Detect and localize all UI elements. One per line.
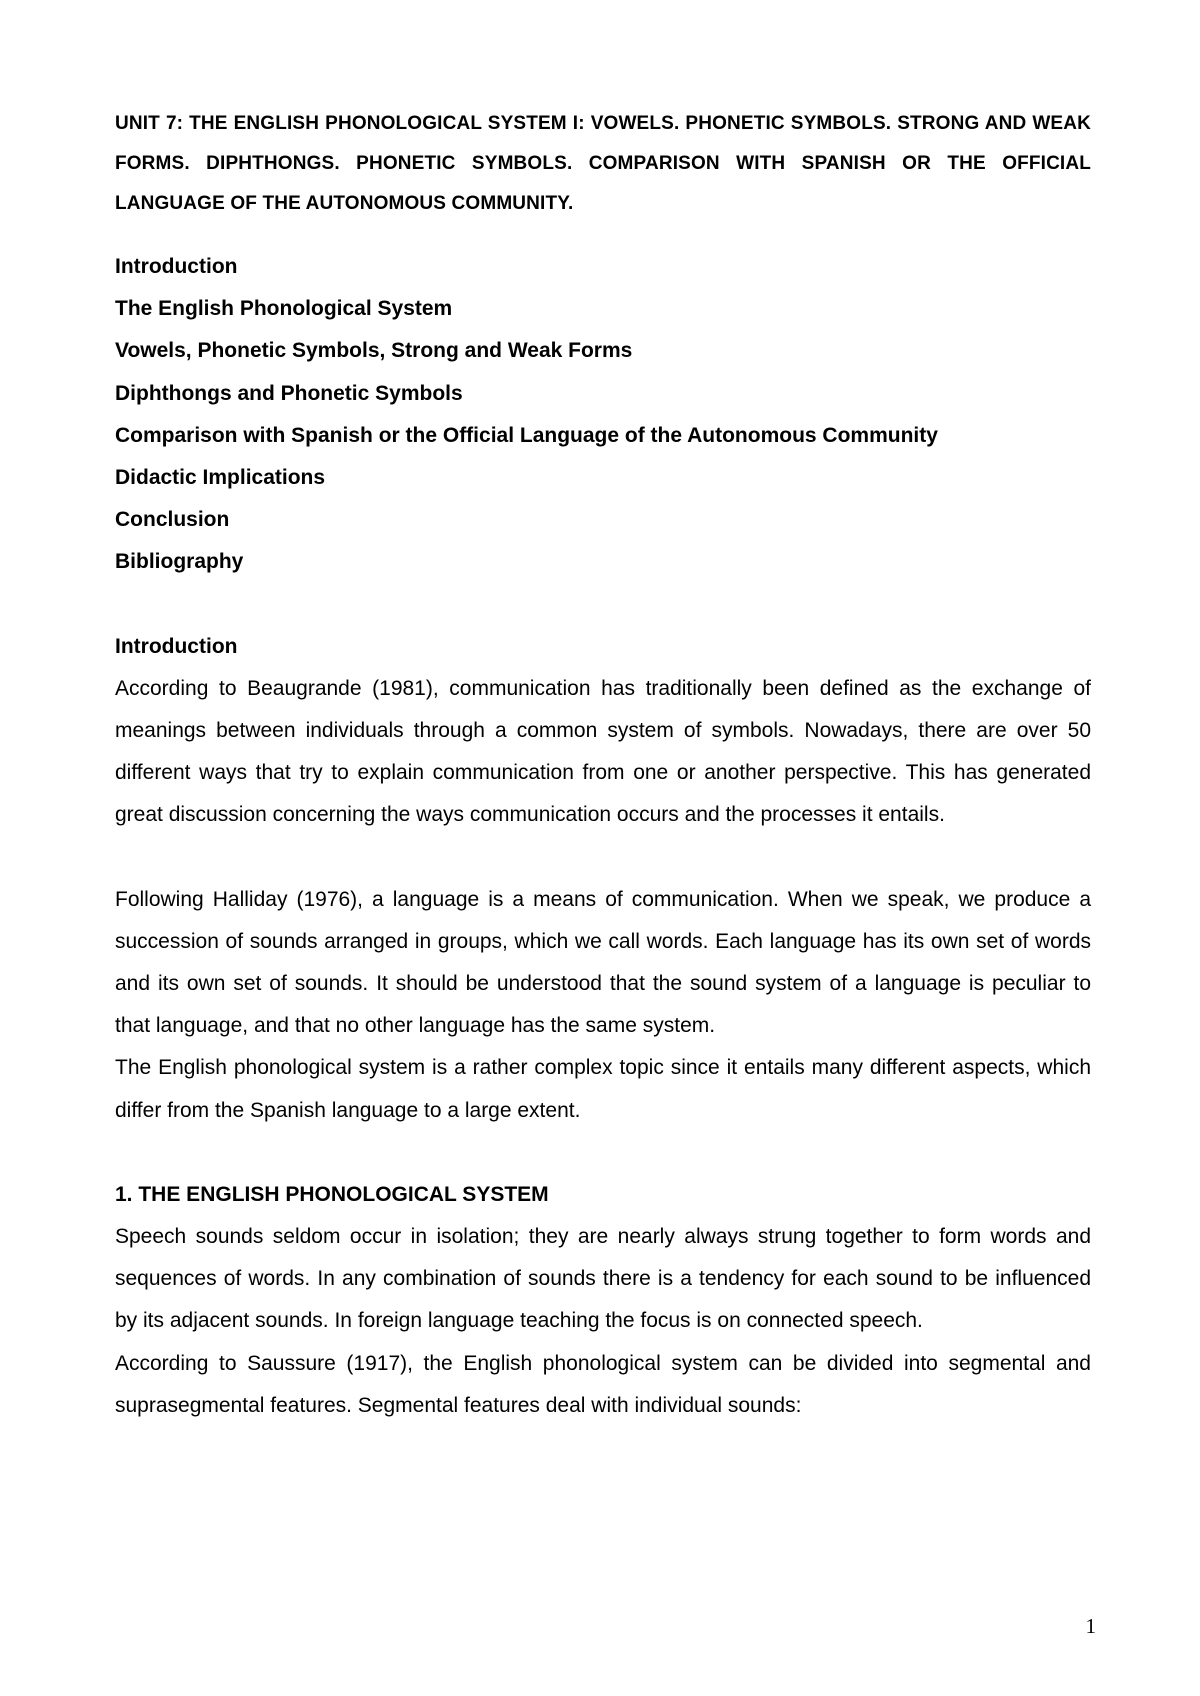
toc-item-diphthongs: Diphthongs and Phonetic Symbols bbox=[115, 381, 463, 405]
introduction-paragraph-1: According to Beaugrande (1981), communication has traditionally been defined as the exchange of meanings between individuals through a common system of symbols. Nowadays, there are over 50 different ways that try to explain communication from one or another perspective. This has generated great discussion concerning the ways communication occurs and the processes it entails. bbox=[115, 676, 1091, 827]
table-of-contents bbox=[115, 246, 1091, 584]
introduction-paragraph-3: The English phonological system is a rather complex topic since it entails many different aspects, which differ from the Spanish language to a large extent. bbox=[115, 1056, 1091, 1122]
toc-item-comparison-with-spanish: Comparison with Spanish or the Official Language of the Autonomous Community bbox=[115, 423, 938, 447]
introduction-paragraph-2: Following Halliday (1976), a language is a means of communication. When we speak, we produce a succession of sounds arranged in groups, which we call words. Each language has its own set of words and its own set of sounds. It should be understood that the sound system of a language is peculiar to that language, and that no other language has the same system. bbox=[115, 887, 1091, 1038]
toc-item-bibliography: Bibliography bbox=[115, 550, 244, 574]
section-1-paragraph-1: Speech sounds seldom occur in isolation; they are nearly always strung together to form words and sequences of words. In any combination of sounds there is a tendency for each sound to be influenced by its adjacent sounds. In foreign language teaching the focus is on connected speech. bbox=[115, 1225, 1091, 1333]
introduction-heading: Introduction bbox=[115, 634, 238, 658]
toc-item-introduction: Introduction bbox=[115, 255, 238, 278]
toc-item-english-phonological-system: The English Phonological System bbox=[115, 297, 453, 321]
unit-title: UNIT 7: THE ENGLISH PHONOLOGICAL SYSTEM I: VOWELS. PHONETIC SYMBOLS. STRONG AND WEAK FORMS. DIPHTHONGS. PHONETIC SYMBOLS. COMPARISON WITH SPANISH OR THE OFFICIAL LANGUAGE OF THE AUTONOMOUS COMMUNITY. bbox=[115, 113, 1091, 214]
toc-item-vowels-phonetic-symbols: Vowels, Phonetic Symbols, Strong and Weak Forms bbox=[115, 339, 633, 363]
page-content bbox=[115, 104, 1091, 1427]
section-1-heading: 1. THE ENGLISH PHONOLOGICAL SYSTEM bbox=[115, 1182, 549, 1206]
section-1-paragraph-2: According to Saussure (1917), the English phonological system can be divided into segmental and suprasegmental features. Segmental features deal with individual sounds: bbox=[115, 1351, 1091, 1417]
page-number: 1 bbox=[1085, 1614, 1096, 1638]
toc-item-conclusion: Conclusion bbox=[115, 508, 230, 532]
toc-item-didactic-implications: Didactic Implications bbox=[115, 466, 326, 490]
